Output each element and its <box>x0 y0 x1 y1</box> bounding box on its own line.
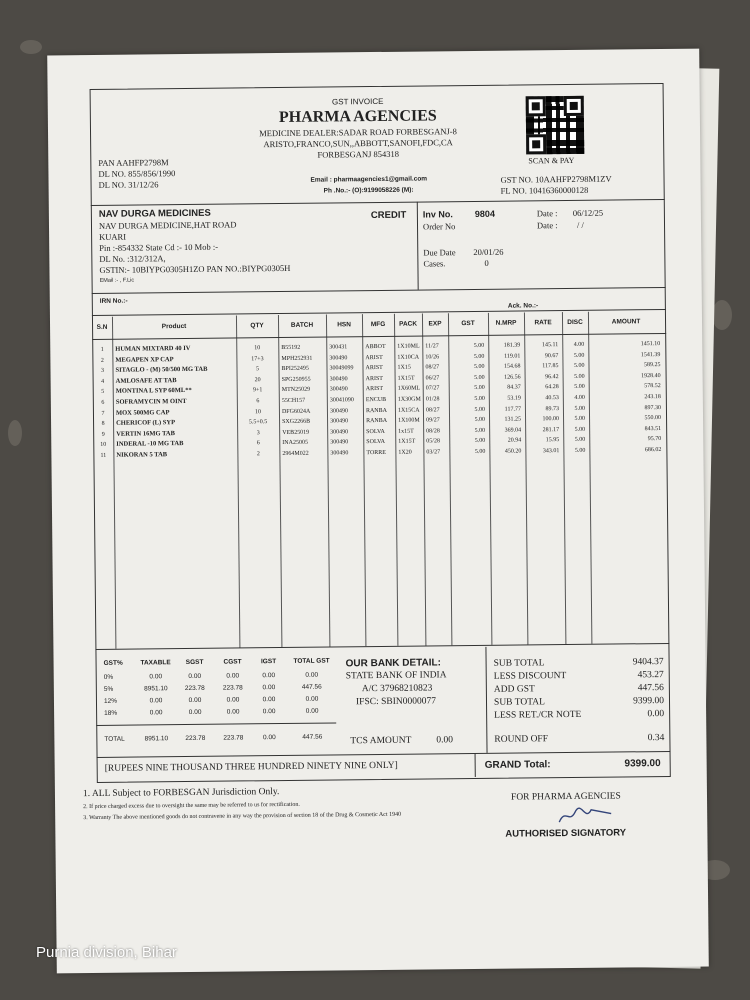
gst-summary-cell: 0.00 <box>226 696 240 704</box>
table-cell: 6 <box>256 398 260 405</box>
gst-summary-cell: 0.00 <box>188 708 202 716</box>
table-cell: 5.00 <box>474 438 486 445</box>
table-cell: 300490 <box>330 418 349 425</box>
table-cell: SPG250955 <box>281 376 311 383</box>
background-speck <box>20 40 42 54</box>
table-cell: MONTINA L SYP 60ML** <box>115 387 192 396</box>
table-cell: 2964M022 <box>282 450 309 457</box>
table-cell: 578.52 <box>644 383 661 390</box>
table-cell: 9+1 <box>252 387 263 394</box>
gst-summary-header-cell: TAXABLE <box>140 659 171 667</box>
table-cell: 281.17 <box>542 426 560 434</box>
table-cell: 1x15T <box>398 428 414 435</box>
gst-summary-cell: 0.00 <box>226 708 240 716</box>
table-cell: 5.00 <box>574 426 586 433</box>
table-cell: 5.00 <box>574 405 585 412</box>
table-cell: 5.00 <box>574 373 585 380</box>
gst-summary-cell: 0.00 <box>262 708 276 716</box>
company-phone: Ph .No.:- (O):9199058226 (M): <box>323 186 414 195</box>
table-cell: 843.51 <box>644 425 662 432</box>
table-cell: 03/27 <box>426 449 441 456</box>
gst-summary-cell: 0.00 <box>188 672 202 680</box>
gst-summary-header-cell: CGST <box>223 658 242 666</box>
table-cell: 1X100M <box>398 417 420 424</box>
table-cell: 9 <box>101 431 105 438</box>
table-cell: 5.00 <box>574 384 585 391</box>
table-cell: HUMAN MIXTARD 40 IV <box>115 344 191 353</box>
gst-summary-table <box>95 648 336 757</box>
background-speck <box>8 420 22 446</box>
table-cell: 5.00 <box>474 448 486 455</box>
table-cell: 09/27 <box>426 417 440 424</box>
table-cell: 119.01 <box>504 353 521 360</box>
gst-summary-cell: 0.00 <box>262 672 276 680</box>
table-cell: CHERICOF (L) SYP <box>116 419 176 427</box>
buyer-email: EMail :- , F.Lic <box>99 277 135 284</box>
table-cell: 343.01 <box>542 448 560 455</box>
cases-label: Cases. <box>423 258 446 269</box>
qr-code-icon <box>526 96 585 155</box>
gst-summary-cell: 223.78 <box>185 734 206 743</box>
order-no-label: Order No <box>422 221 456 232</box>
table-cell: 1X15CA <box>397 407 420 414</box>
table-cell: 20 <box>254 377 261 384</box>
table-cell: 30049099 <box>329 365 354 372</box>
gst-summary-cell: 18% <box>104 709 118 717</box>
terms-line-1: 1. ALL Subject to FORBESGAN Jurisdiction Only. <box>82 787 280 800</box>
table-cell: 11 <box>100 452 107 459</box>
sub-total-value: 9404.37 <box>632 657 664 668</box>
buyer-dl: DL No. :312/312A, <box>99 253 166 264</box>
company-email: Email : pharmaagencies1@gmail.com <box>310 175 428 184</box>
terms-line-3: 3. Warranty The above mentioned goods do not contravene in any way the provision of section 18 of the Drug & Cosmetic Act 1940 <box>83 811 402 822</box>
table-cell: ARIST <box>365 375 383 382</box>
table-cell: 1X10ML <box>397 343 420 350</box>
gst-summary-cell: 0.00 <box>149 673 163 681</box>
table-cell: 5.00 <box>473 353 485 360</box>
buyer-address-1: NAV DURGA MEDICINE,HAT ROAD <box>98 219 237 231</box>
invoice-paper <box>47 49 709 974</box>
bank-account: A/C 37968210823 <box>361 683 433 695</box>
bank-name: STATE BANK OF INDIA <box>345 670 447 682</box>
table-cell: 5.00 <box>574 437 586 444</box>
table-cell: 55CH157 <box>281 397 306 405</box>
table-cell: 1 <box>100 346 104 353</box>
table-cell: 5.00 <box>473 342 485 349</box>
table-cell: 450.20 <box>504 448 522 455</box>
table-cell: 4.00 <box>574 394 585 401</box>
table-cell: 897.30 <box>644 404 661 411</box>
table-cell: 1X15T <box>397 375 415 382</box>
gst-summary-header-cell: SGST <box>185 658 204 667</box>
gst-summary-cell: 0.00 <box>188 696 202 704</box>
table-cell: 17+3 <box>251 355 264 362</box>
table-cell: 10 <box>254 408 261 415</box>
gst-summary-cell: 8951.10 <box>144 735 169 743</box>
table-cell: INA25005 <box>282 440 308 447</box>
bank-ifsc: IFSC: SBIN0000077 <box>355 696 437 708</box>
table-cell: SOLVA <box>366 428 385 435</box>
table-cell: SITAGLO - (M) 50/500 MG TAB <box>115 365 208 374</box>
table-cell: 100.00 <box>542 416 560 423</box>
gst-summary-cell: 447.56 <box>302 733 323 741</box>
table-cell: 5.00 <box>574 447 586 454</box>
gst-summary-cell: 0.00 <box>305 671 319 679</box>
order-date-label: Date : <box>536 220 558 231</box>
table-cell: 131.25 <box>504 416 522 423</box>
table-cell: VERTIN 16MG TAB <box>116 429 175 438</box>
table-cell: 117.85 <box>542 363 559 370</box>
gst-summary-header-cell: TOTAL GST <box>293 657 330 665</box>
gst-summary-cell: 5% <box>103 685 114 693</box>
table-cell: 5.00 <box>474 406 485 413</box>
gst-summary-cell: 0% <box>103 673 114 681</box>
table-cell: 1451.10 <box>640 341 661 348</box>
table-cell: 10/26 <box>425 353 440 361</box>
table-cell: VEB25019 <box>282 429 310 436</box>
gst-summary-cell: 0.00 <box>149 709 163 717</box>
table-cell: 686.02 <box>644 447 662 454</box>
invoice-date: 06/12/25 <box>572 207 604 218</box>
table-cell: INDERAL -10 MG TAB <box>116 440 184 449</box>
less-discount-label: LESS DISCOUNT <box>493 671 567 682</box>
credit-label: CREDIT <box>370 209 407 222</box>
table-cell: 3 <box>100 368 105 375</box>
table-cell: 126.56 <box>504 374 521 381</box>
amount-in-words: [RUPEES NINE THOUSAND THREE HUNDRED NINETY NINE ONLY] <box>104 760 398 774</box>
table-cell: 08/27 <box>425 364 440 371</box>
table-cell: 07/27 <box>425 385 440 392</box>
table-cell: 5.00 <box>474 374 485 381</box>
table-cell: SOLVA <box>366 439 386 446</box>
table-cell: 154.68 <box>503 363 521 370</box>
table-header-cell: BATCH <box>290 321 314 329</box>
cases-value: 0 <box>484 257 489 268</box>
table-cell: 15.95 <box>545 437 560 444</box>
table-cell: 5.5+0.5 <box>248 419 268 426</box>
table-cell: 300431 <box>329 344 348 351</box>
table-cell: 5.00 <box>473 364 485 371</box>
table-cell: BPI252495 <box>281 365 309 373</box>
table-cell: 5.00 <box>574 416 586 423</box>
table-cell: 3 <box>256 430 260 437</box>
table-cell: 1X15 <box>397 364 411 371</box>
dl-number-1: DL NO. 855/856/1990 <box>98 168 176 179</box>
table-cell: 300490 <box>330 429 349 436</box>
table-cell: 1X20 <box>398 449 412 456</box>
irn-label: IRN No.:- <box>99 297 128 305</box>
table-cell: 1X15T <box>398 438 416 446</box>
gst-summary-cell: 8951.10 <box>144 685 168 693</box>
gst-summary-cell: 12% <box>103 697 118 705</box>
table-cell: 2 <box>100 357 104 364</box>
table-cell: ARIST <box>365 386 384 393</box>
table-cell: 1541.39 <box>640 351 661 358</box>
items-table <box>92 311 669 649</box>
table-cell: 300490 <box>330 450 349 457</box>
table-cell: RANBA <box>366 418 388 425</box>
table-cell: 2 <box>256 451 260 458</box>
gst-summary-cell: TOTAL <box>104 735 125 743</box>
tcs-amount: 0.00 <box>436 735 454 746</box>
table-cell: 6 <box>101 399 105 406</box>
table-cell: 96.42 <box>545 373 559 381</box>
table-cell: 5.00 <box>474 385 485 392</box>
terms-line-2: 2. If price charged excess due to oversight the same may be referred to us for rectification. <box>83 801 300 811</box>
table-cell: 8 <box>101 421 105 428</box>
table-header-cell: AMOUNT <box>611 318 641 326</box>
grand-total-label: GRAND Total: <box>484 759 551 771</box>
round-off-label: ROUND OFF <box>494 734 549 745</box>
ack-label: Ack. No.:- <box>507 302 539 310</box>
table-cell: 300490 <box>329 376 348 383</box>
table-cell: 08/28 <box>426 428 440 435</box>
table-cell: 300490 <box>329 407 348 415</box>
table-cell: 4.00 <box>573 341 585 348</box>
buyer-pin: Pin :-854332 State Cd :- 10 Mob :- <box>99 241 219 253</box>
table-cell: 145.11 <box>541 342 559 349</box>
table-cell: 589.25 <box>643 362 661 369</box>
gst-summary-cell: 223.78 <box>222 684 243 692</box>
table-cell: 40.53 <box>545 395 559 402</box>
dealer-line: MEDICINE DEALER:SADAR ROAD FORBESGANJ-8 <box>259 126 457 139</box>
pan-number: PAN AAHFP2798M <box>98 157 169 168</box>
date-label: Date : <box>536 208 558 219</box>
handwritten-signature-icon <box>555 804 615 829</box>
table-cell: 550.00 <box>644 415 662 422</box>
gst-summary-cell: 223.78 <box>223 734 244 742</box>
gst-summary-cell: 0.00 <box>226 672 240 680</box>
sub-total-label: SUB TOTAL <box>493 658 545 669</box>
table-cell: 6 <box>256 440 260 447</box>
gst-summary-cell: 0.00 <box>305 695 319 703</box>
table-cell: DFG6024A <box>281 408 311 415</box>
table-header-cell: HSN <box>337 321 351 329</box>
dl-number-2: DL NO. 31/12/26 <box>98 179 159 190</box>
table-cell: 5.00 <box>474 427 486 434</box>
table-cell: MTN25029 <box>281 387 311 394</box>
due-date-label: Due Date <box>423 247 456 258</box>
table-cell: SXG2266B <box>282 418 311 426</box>
table-cell: 11/27 <box>425 343 439 350</box>
gst-summary-cell: 447.56 <box>301 683 322 691</box>
less-return-label: LESS RET./CR NOTE <box>494 709 582 721</box>
gst-number: GST NO. 10AAHFP2798M1ZV <box>500 173 612 185</box>
table-cell: 05/28 <box>426 438 440 445</box>
table-cell: 20.94 <box>507 437 522 445</box>
table-header-cell: EXP <box>428 320 442 328</box>
table-cell: 5.00 <box>573 352 585 359</box>
table-header-cell: PACK <box>399 320 418 328</box>
invoice-no-label: Inv No. <box>422 209 453 220</box>
table-cell: 1X60ML <box>397 385 421 393</box>
buyer-name: NAV DURGA MEDICINES <box>98 207 211 220</box>
table-header-cell: DISC <box>567 318 583 327</box>
scan-pay-label: SCAN & PAY <box>528 155 575 166</box>
table-cell: 117.77 <box>504 406 521 413</box>
table-cell: 1X30GM <box>397 396 421 403</box>
gst-summary-cell: 0.00 <box>262 696 276 704</box>
table-header-cell: Product <box>161 322 187 331</box>
table-cell: 89.73 <box>545 405 559 412</box>
table-header-cell: RATE <box>534 319 552 327</box>
table-cell: B55192 <box>281 344 301 352</box>
table-cell: 95.70 <box>647 436 662 443</box>
table-cell: 243.18 <box>644 394 661 401</box>
table-cell: 1928.40 <box>641 372 661 380</box>
add-gst-label: ADD GST <box>493 684 535 695</box>
buyer-address-2: KUARI <box>99 231 127 242</box>
table-cell: RANBA <box>365 407 387 414</box>
table-cell: NIKORAN 5 TAB <box>116 451 168 459</box>
table-cell: 10 <box>100 442 107 449</box>
table-cell: 64.28 <box>545 384 559 391</box>
for-pharma-agencies: FOR PHARMA AGENCIES <box>510 791 621 803</box>
table-cell: TORRE <box>366 449 386 457</box>
table-cell: ENCUB <box>365 396 387 404</box>
table-cell: MPH252931 <box>281 355 313 362</box>
table-header-cell: MFG <box>370 320 386 329</box>
sub-total-2-value: 9399.00 <box>633 696 665 707</box>
table-cell: 5.00 <box>474 395 485 402</box>
table-cell: 06/27 <box>425 375 440 382</box>
city-line: FORBESGANJ 854318 <box>317 148 400 160</box>
due-date: 20/01/26 <box>473 246 504 257</box>
round-off-value: 0.34 <box>647 733 665 744</box>
table-cell: 300490 <box>330 439 349 446</box>
gst-summary-cell: 223.78 <box>184 684 205 693</box>
order-date: / / <box>576 219 584 230</box>
add-gst-value: 447.56 <box>637 683 664 694</box>
table-cell: 5 <box>255 366 260 373</box>
grand-total-value: 9399.00 <box>624 758 661 770</box>
table-cell: MEGAPEN XP CAP <box>115 355 174 364</box>
gst-summary-cell: 0.00 <box>149 697 163 705</box>
table-cell: 01/28 <box>425 396 440 403</box>
table-cell: 181.39 <box>503 342 521 349</box>
bank-title: OUR BANK DETAIL: <box>345 657 442 670</box>
table-cell: AMLOSAFE AT TAB <box>115 376 177 385</box>
tcs-label: TCS AMOUNT <box>350 735 412 747</box>
table-header-cell: QTY <box>250 322 264 330</box>
table-cell: 7 <box>101 410 105 417</box>
table-cell: 369.04 <box>504 427 522 434</box>
invoice-no: 9804 <box>474 208 495 219</box>
gst-summary-cell: 0.00 <box>263 734 276 742</box>
gst-summary-cell: 0.00 <box>305 707 319 715</box>
table-header-cell: S.N <box>96 323 108 331</box>
sub-total-2-label: SUB TOTAL <box>493 697 545 708</box>
background-speck <box>712 300 732 330</box>
table-cell: ABBOT <box>365 343 386 351</box>
table-header-cell: GST <box>461 319 475 328</box>
table-cell: 90.67 <box>544 352 559 359</box>
gst-summary-header-cell: IGST <box>260 658 277 666</box>
brands-line: ARISTO,FRANCO,SUN,,ABBOTT,SANOFI,FDC,CA <box>263 137 453 150</box>
table-cell: 84.37 <box>507 384 521 392</box>
table-cell: 300490 <box>329 354 348 362</box>
table-cell: 5 <box>101 389 105 396</box>
table-cell: 53.19 <box>507 395 521 402</box>
table-cell: 1X10CA <box>397 354 420 361</box>
gst-summary-cell: 0.00 <box>262 684 276 692</box>
table-cell: 10 <box>254 345 261 352</box>
table-cell: 300490 <box>329 386 348 393</box>
table-cell: SOFRAMYCIN M OINT <box>115 397 187 406</box>
table-header-cell: N.MRP <box>495 319 517 327</box>
table-cell: MOX 500MG CAP <box>115 408 170 417</box>
table-cell: 30041090 <box>329 397 354 404</box>
table-cell: ARIST <box>365 365 383 372</box>
less-return-value: 0.00 <box>647 709 665 720</box>
fl-number: FL NO. 10416360000128 <box>500 184 589 196</box>
doc-type: GST INVOICE <box>331 96 384 107</box>
table-cell: ARIST <box>365 354 383 361</box>
company-name: PHARMA AGENCIES <box>278 107 437 127</box>
less-discount-value: 453.27 <box>637 670 664 681</box>
location-watermark: Purnia division, Bihar <box>36 944 177 961</box>
gst-summary-header-cell: GST% <box>103 659 123 667</box>
table-cell: 5.00 <box>573 363 585 370</box>
table-cell: 5.00 <box>474 417 486 424</box>
table-cell: 08/27 <box>425 406 440 414</box>
buyer-gstin: GSTIN:- 10BIYPG0305H1ZO PAN NO.:BIYPG0305H <box>99 262 291 275</box>
authorised-signatory: AUTHORISED SIGNATORY <box>505 827 627 840</box>
table-cell: 4 <box>101 378 105 385</box>
